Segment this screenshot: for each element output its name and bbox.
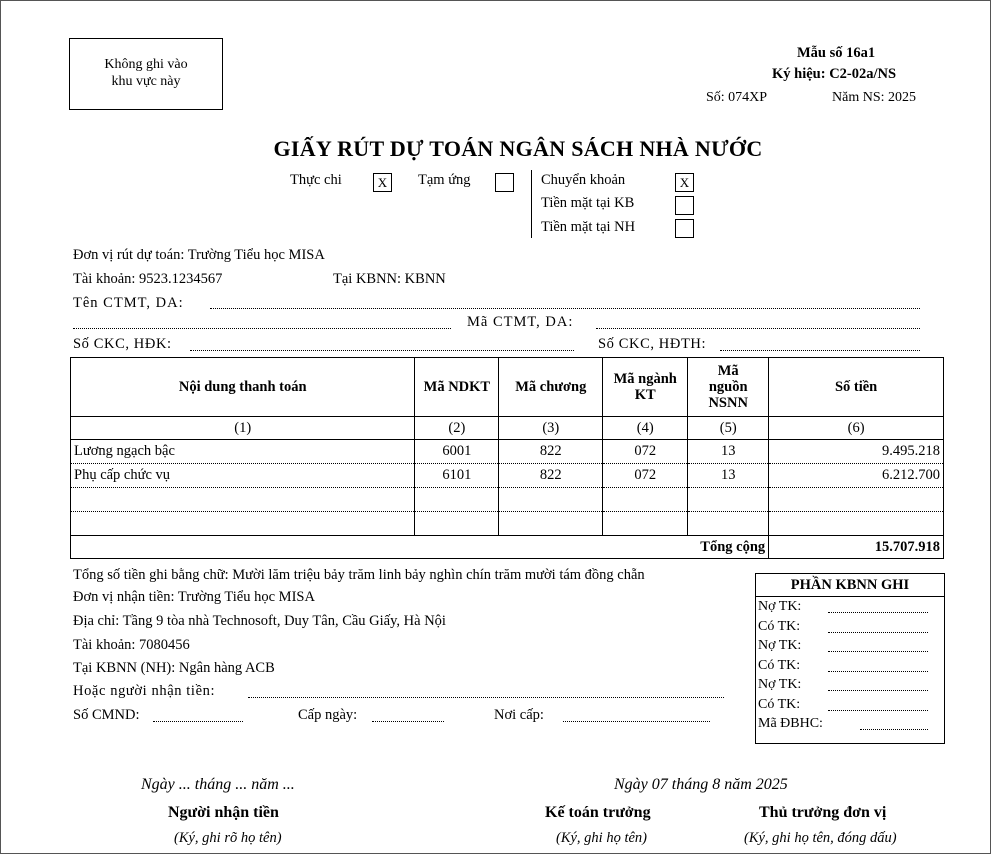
col-header-amount: Số tiền <box>769 358 944 417</box>
total-value: 15.707.918 <box>769 536 944 559</box>
ckc-hdk-label: Số CKC, HĐK: <box>73 336 172 352</box>
cell-amount: 6.212.700 <box>769 464 944 488</box>
table-row <box>71 464 944 488</box>
recipient-person-dots <box>248 696 724 698</box>
cell-amount: 9.495.218 <box>769 440 944 464</box>
cell-content <box>71 488 415 512</box>
amount-in-words: Tổng số tiền ghi bằng chữ: Mười lăm triệu bảy trăm linh bảy nghìn chín trăm mười tám đồng chẵn <box>73 567 645 583</box>
cell-nganh <box>603 512 688 536</box>
col-header-content: Nội dung thanh toán <box>71 358 415 417</box>
cell-amount <box>769 512 944 536</box>
fiscal-year: Năm NS: 2025 <box>832 90 916 105</box>
index-cell: (3) <box>499 417 603 440</box>
cell-nganh: 072 <box>603 464 688 488</box>
col-header-nguon <box>688 358 769 417</box>
kbnn-section <box>755 573 945 744</box>
issue-place-dots <box>563 720 710 722</box>
no-write-line2: khu vực này <box>111 74 181 89</box>
kbnn-row-label: Nợ TK: <box>758 599 802 614</box>
payment-table <box>70 357 944 559</box>
kbnn-row-label: Mã ĐBHC: <box>758 716 823 731</box>
kbnn-row <box>756 636 944 656</box>
option-thuc-chi-label: Thực chi <box>290 172 342 188</box>
index-cell: (1) <box>71 417 415 440</box>
signer-recipient: Người nhận tiền <box>168 804 279 821</box>
ctmt-code-label: Mã CTMT, DA: <box>467 314 574 330</box>
no-write-box <box>69 38 223 110</box>
col-header-nganh <box>603 358 688 417</box>
cell-ndkt <box>415 512 499 536</box>
id-number-dots <box>153 720 243 722</box>
kbnn-row <box>756 617 944 637</box>
no-write-line1: Không ghi vào <box>104 57 188 72</box>
recipient-person-label: Hoặc người nhận tiền: <box>73 683 216 699</box>
cell-chuong <box>499 512 603 536</box>
document-number: Số: 074XP <box>706 90 768 105</box>
unit-account: Tài khoản: 9523.1234567 <box>73 271 223 287</box>
option-thuc-chi-checkbox[interactable]: X <box>373 173 392 192</box>
option-tien-mat-kb-label: Tiền mặt tại KB <box>541 195 635 211</box>
ctmt-name-label: Tên CTMT, DA: <box>73 295 184 311</box>
id-number-label: Số CMND: <box>73 707 140 723</box>
kbnn-row <box>756 675 944 695</box>
ckc-hdth-label: Số CKC, HĐTH: <box>598 336 707 352</box>
col-header-nganh-text: Mã ngành KT <box>613 371 677 403</box>
cell-chuong: 822 <box>499 464 603 488</box>
option-tam-ung-label: Tạm ứng <box>418 172 471 188</box>
cell-ndkt: 6101 <box>415 464 499 488</box>
cell-ndkt <box>415 488 499 512</box>
kbnn-row <box>756 714 944 734</box>
option-chuyen-khoan-label: Chuyển khoản <box>541 172 626 188</box>
issue-place-label: Nơi cấp: <box>494 707 544 723</box>
cell-chuong <box>499 488 603 512</box>
cell-content <box>71 512 415 536</box>
cell-amount <box>769 488 944 512</box>
kbnn-row-label: Có TK: <box>758 618 801 634</box>
option-tam-ung-checkbox[interactable] <box>495 173 514 192</box>
table-row <box>71 440 944 464</box>
recipient-account: Tài khoản: 7080456 <box>73 637 190 653</box>
cell-content: Phụ cấp chức vụ <box>71 464 415 488</box>
cell-nguon: 13 <box>688 440 769 464</box>
cell-nguon <box>688 488 769 512</box>
recipient-unit: Đơn vị nhận tiền: Trường Tiểu học MISA <box>73 589 315 605</box>
total-label: Tổng cộng <box>71 536 769 559</box>
issue-date-label: Cấp ngày: <box>298 707 358 723</box>
signer-head-of-unit: Thủ trưởng đơn vị <box>759 804 887 821</box>
index-cell: (6) <box>769 417 944 440</box>
cell-nguon: 13 <box>688 464 769 488</box>
option-tien-mat-nh-label: Tiền mặt tại NH <box>541 219 636 235</box>
ctmt-name-dots <box>210 307 920 309</box>
recipient-bank: Tại KBNN (NH): Ngân hàng ACB <box>73 660 275 676</box>
cell-nganh: 072 <box>603 440 688 464</box>
kbnn-row-label: Có TK: <box>758 657 801 673</box>
table-index-row <box>71 417 944 440</box>
option-tien-mat-kb-checkbox[interactable] <box>675 196 694 215</box>
col-header-chuong: Mã chương <box>499 358 603 417</box>
cell-nganh <box>603 488 688 512</box>
table-row <box>71 512 944 536</box>
kbnn-section-title: PHẦN KBNN GHI <box>756 574 944 597</box>
document-title: GIẤY RÚT DỰ TOÁN NGÂN SÁCH NHÀ NƯỚC <box>273 136 763 161</box>
form-number: Mẫu số 16a1 <box>797 45 876 61</box>
cell-nguon <box>688 512 769 536</box>
kbnn-row <box>756 656 944 676</box>
ctmt-name-dots-2 <box>73 327 451 329</box>
index-cell: (5) <box>688 417 769 440</box>
date-left: Ngày ... tháng ... năm ... <box>141 776 295 793</box>
kbnn-row-label: Có TK: <box>758 696 801 712</box>
ctmt-code-dots <box>596 327 920 329</box>
recipient-address: Địa chỉ: Tầng 9 tòa nhà Technosoft, Duy Tân, Cầu Giấy, Hà Nội <box>73 613 446 629</box>
index-cell: (4) <box>603 417 688 440</box>
cell-ndkt: 6001 <box>415 440 499 464</box>
kbnn-row-label: Nợ TK: <box>758 677 802 692</box>
issue-date-dots <box>372 720 444 722</box>
date-right: Ngày 07 tháng 8 năm 2025 <box>614 776 788 793</box>
form-symbol: Ký hiệu: C2-02a/NS <box>772 66 897 82</box>
kbnn-row-label: Nợ TK: <box>758 638 802 653</box>
table-total-row <box>71 536 944 559</box>
kbnn-row <box>756 695 944 715</box>
option-tien-mat-nh-checkbox[interactable] <box>675 219 694 238</box>
cell-content: Lương ngạch bậc <box>71 440 415 464</box>
signer-chief-accountant: Kế toán trưởng <box>545 804 651 821</box>
col-header-nguon-text: Mã nguồn NSNN <box>708 363 748 411</box>
table-header-row <box>71 358 944 417</box>
spending-unit: Đơn vị rút dự toán: Trường Tiểu học MISA <box>73 247 325 263</box>
signer-chief-accountant-note: (Ký, ghi họ tên) <box>556 830 648 846</box>
unit-kbnn: Tại KBNN: KBNN <box>333 271 446 287</box>
cell-chuong: 822 <box>499 440 603 464</box>
kbnn-row <box>756 597 944 617</box>
col-header-ndkt: Mã NDKT <box>415 358 499 417</box>
ckc-hdk-dots <box>190 349 574 351</box>
signer-recipient-note: (Ký, ghi rõ họ tên) <box>174 830 282 846</box>
ckc-hdth-dots <box>720 349 920 351</box>
option-chuyen-khoan-checkbox[interactable]: X <box>675 173 694 192</box>
index-cell: (2) <box>415 417 499 440</box>
table-row <box>71 488 944 512</box>
options-divider <box>531 170 532 238</box>
signer-head-of-unit-note: (Ký, ghi họ tên, đóng dấu) <box>744 830 897 846</box>
